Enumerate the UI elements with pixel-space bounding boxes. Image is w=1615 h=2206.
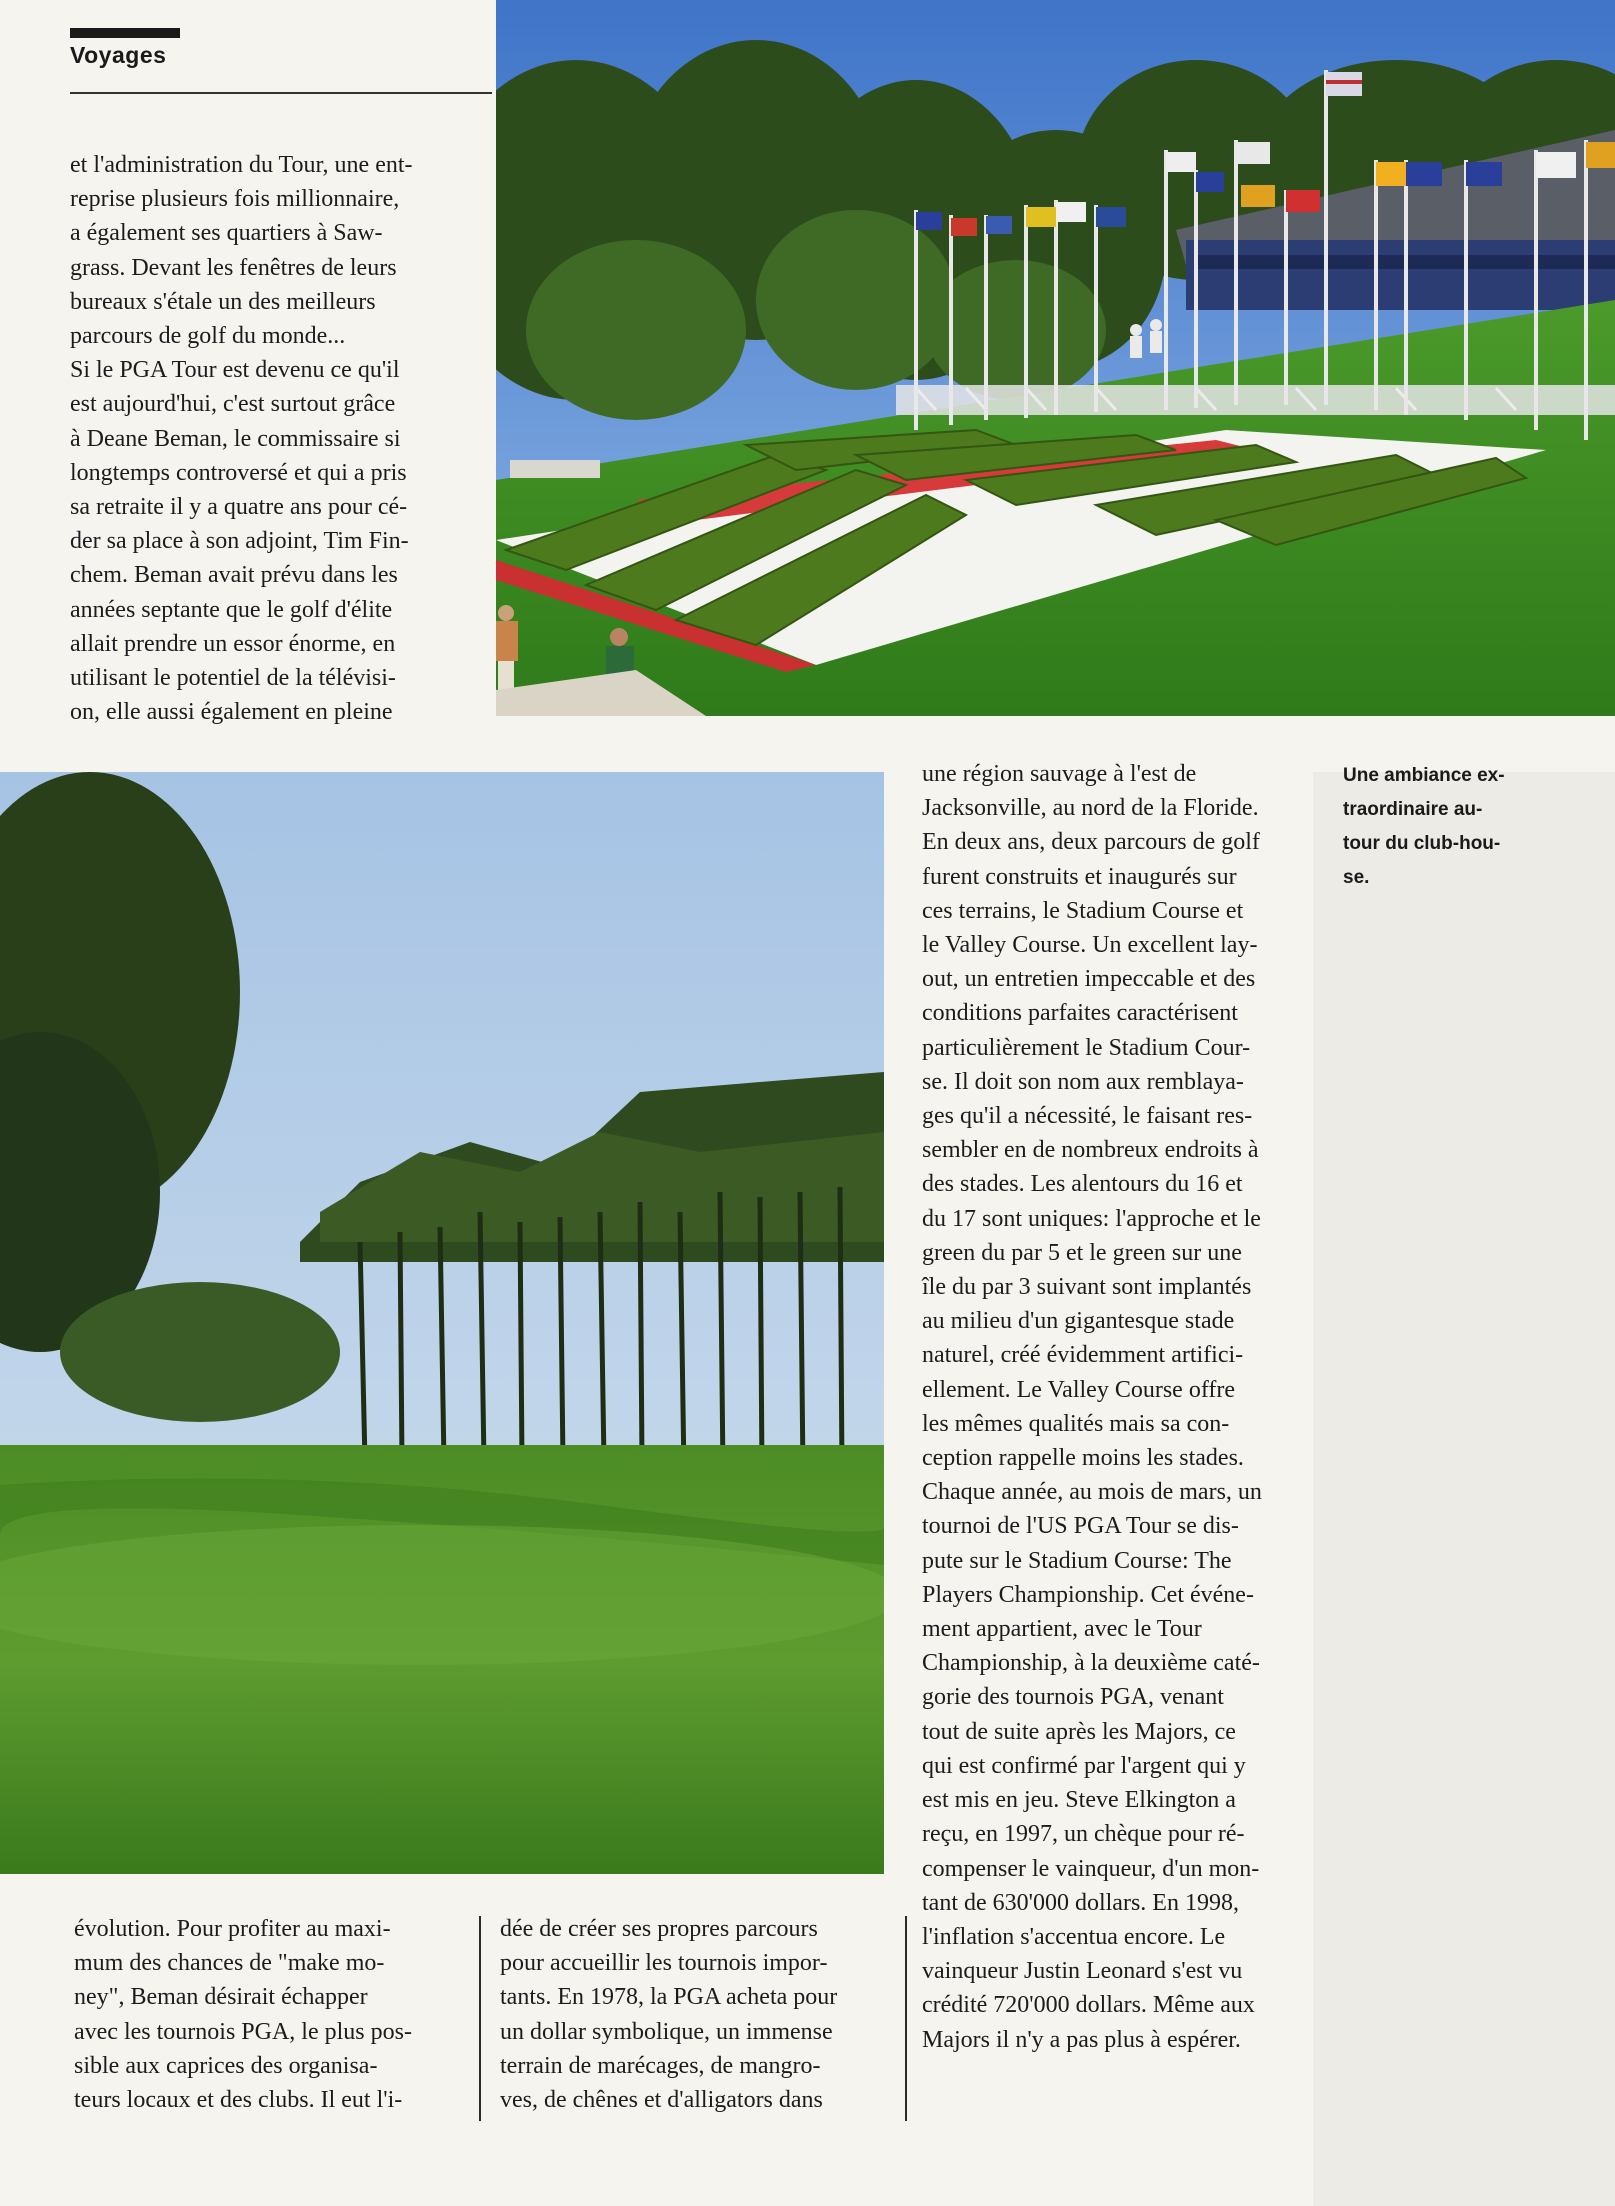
text-line: chem. Beman avait prévu dans les: [70, 562, 398, 589]
text-line: utilisant le potentiel de la télévisi-: [70, 665, 396, 692]
text-line: Chaque année, au mois de mars, un: [922, 1479, 1262, 1506]
text-line: reçu, en 1997, un chèque pour ré-: [922, 1821, 1245, 1848]
text-line: particulièrement le Stadium Cour-: [922, 1034, 1251, 1061]
text-line: ellement. Le Valley Course offre: [922, 1376, 1236, 1403]
text-line: conditions parfaites caractérisent: [922, 1000, 1238, 1027]
text-line: ces terrains, le Stadium Course et: [922, 897, 1244, 924]
text-line: à Deane Beman, le commissaire si: [70, 425, 401, 452]
text-line: île du par 3 suivant sont implantés: [922, 1274, 1252, 1301]
column-divider: [479, 1916, 481, 2121]
text-line: ception rappelle moins les stades.: [922, 1445, 1244, 1472]
text-line: mum des chances de "make mo-: [74, 1950, 385, 1977]
text-line: pour accueillir les tournois impor-: [500, 1950, 828, 1977]
text-line: out, un entretien impeccable et des: [922, 966, 1256, 993]
article-column-1: [70, 148, 455, 729]
caption-line: Une ambiance ex-: [1343, 765, 1505, 786]
article-column-4: [500, 1912, 886, 2117]
text-line: ment appartient, avec le Tour: [922, 1616, 1202, 1643]
text-line: teurs locaux et des clubs. Il eut l'i-: [74, 2087, 403, 2114]
text-line: sible aux caprices des organisa-: [74, 2052, 378, 2079]
text-line: bureaux s'étale un des meilleurs: [70, 288, 376, 315]
text-line: allait prendre un essor énorme, en: [70, 630, 396, 657]
section-label: Voyages: [70, 42, 167, 68]
text-line: tants. En 1978, la PGA acheta pour: [500, 1984, 838, 2011]
text-line: furent construits et inaugurés sur: [922, 863, 1237, 890]
column-divider: [905, 1916, 907, 2121]
article-column-2: [922, 757, 1306, 2057]
text-line: le Valley Course. Un excellent lay-: [922, 932, 1258, 959]
text-line: au milieu d'un gigantesque stade: [922, 1308, 1235, 1335]
text-line: tournoi de l'US PGA Tour se dis-: [922, 1513, 1239, 1540]
text-line: tant de 630'000 dollars. En 1998,: [922, 1889, 1239, 1916]
section-bar: [70, 28, 180, 38]
right-margin-band: [1313, 772, 1615, 2206]
text-line: ges qu'il a nécessité, le faisant res-: [922, 1103, 1253, 1130]
header-rule: [70, 92, 492, 94]
photo-caption: [1343, 759, 1533, 895]
text-line: longtemps controversé et qui a pris: [70, 459, 407, 486]
text-line: green du par 5 et le green sur une: [922, 1239, 1242, 1266]
text-line: Championship, à la deuxième caté-: [922, 1650, 1260, 1677]
text-line: un dollar symbolique, un immense: [500, 2018, 833, 2045]
text-line: on, elle aussi également en pleine: [70, 699, 393, 726]
caption-line: tour du club-hou-: [1343, 833, 1501, 854]
text-line: Jacksonville, au nord de la Floride.: [922, 795, 1259, 822]
text-line: qui est confirmé par l'argent qui y: [922, 1752, 1246, 1779]
text-line: terrain de marécages, de mangro-: [500, 2052, 821, 2079]
text-line: des stades. Les alentours du 16 et: [922, 1171, 1243, 1198]
fairway-photo-section: [0, 1445, 884, 1874]
clubhouse-photo: [496, 0, 1615, 716]
text-line: avec les tournois PGA, le plus pos-: [74, 2018, 412, 2045]
text-line: sembler en de nombreux endroits à: [922, 1137, 1259, 1164]
text-line: naturel, créé évidemment artifici-: [922, 1342, 1244, 1369]
text-line: et l'administration du Tour, une ent-: [70, 152, 413, 178]
text-line: les mêmes qualités mais sa con-: [922, 1410, 1230, 1437]
text-line: tout de suite après les Majors, ce: [922, 1718, 1236, 1745]
text-line: dée de créer ses propres parcours: [500, 1916, 818, 1942]
text-line: der sa place à son adjoint, Tim Fin-: [70, 528, 409, 555]
text-line: compenser le vainqueur, d'un mon-: [922, 1855, 1260, 1882]
text-line: crédité 720'000 dollars. Même aux: [922, 1992, 1255, 2019]
text-line: une région sauvage à l'est de: [922, 761, 1197, 787]
text-line: reprise plusieurs fois millionnaire,: [70, 186, 400, 213]
text-line: ves, de chênes et d'alligators dans: [500, 2087, 823, 2114]
text-line: évolution. Pour profiter au maxi-: [74, 1916, 391, 1942]
text-line: Players Championship. Cet événe-: [922, 1581, 1254, 1608]
caption-line: traordinaire au-: [1343, 799, 1483, 820]
text-line: parcours de golf du monde...: [70, 323, 346, 350]
text-line: est mis en jeu. Steve Elkington a: [922, 1787, 1236, 1814]
text-line: ney", Beman désirait échapper: [74, 1984, 368, 2011]
text-line: l'inflation s'accentua encore. Le: [922, 1923, 1226, 1950]
text-line: a également ses quartiers à Saw-: [70, 220, 383, 247]
text-line: se. Il doit son nom aux remblaya-: [922, 1068, 1244, 1095]
text-line: pute sur le Stadium Course: The: [922, 1547, 1232, 1574]
text-line: est aujourd'hui, c'est surtout grâce: [70, 391, 396, 418]
caption-line: se.: [1343, 867, 1370, 888]
text-line: grass. Devant les fenêtres de leurs: [70, 254, 397, 281]
text-line: gorie des tournois PGA, venant: [922, 1684, 1224, 1711]
text-line: du 17 sont uniques: l'approche et le: [922, 1205, 1261, 1232]
text-line: sa retraite il y a quatre ans pour cé-: [70, 494, 408, 521]
text-line: Majors il n'y a pas plus à espérer.: [922, 2026, 1241, 2053]
text-line: Si le PGA Tour est devenu ce qu'il: [70, 357, 400, 384]
text-line: vainqueur Justin Leonard s'est vu: [922, 1958, 1243, 1985]
text-line: années septante que le golf d'élite: [70, 596, 393, 623]
article-column-3: [74, 1912, 460, 2117]
text-line: En deux ans, deux parcours de golf: [922, 829, 1260, 856]
